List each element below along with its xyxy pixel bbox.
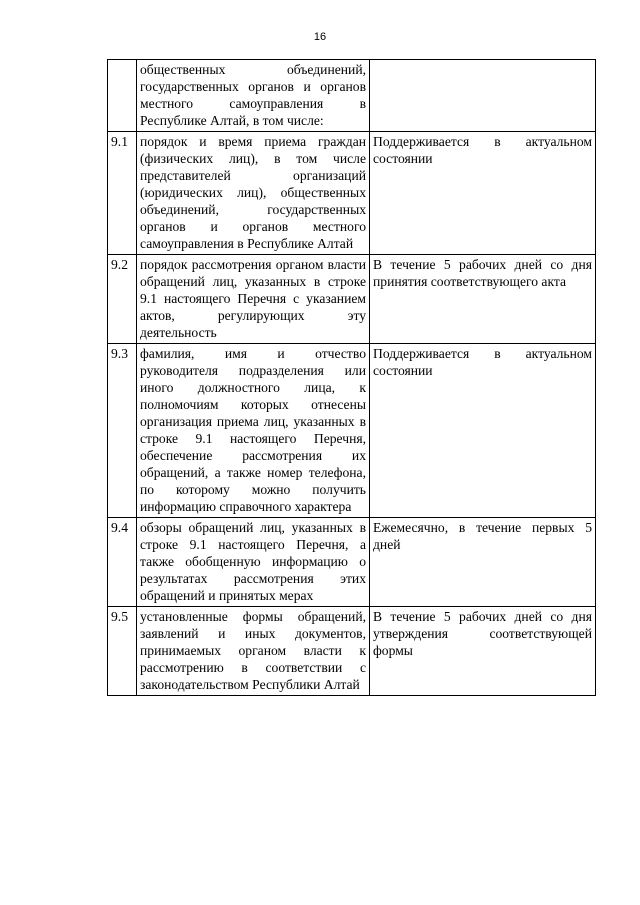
row-description: общественных объединений, государственных органов и органов местного самоуправления в Республике Алтай, в том числе:: [137, 60, 370, 132]
page-number: 16: [313, 31, 327, 43]
row-term: Ежемесячно, в течение первых 5 дней: [370, 518, 596, 607]
table-row: [108, 518, 596, 607]
row-number: 9.2: [108, 255, 137, 344]
row-term: Поддерживается в актуальном состоянии: [370, 344, 596, 518]
row-term: Поддерживается в актуальном состоянии: [370, 132, 596, 255]
row-term: [370, 60, 596, 132]
table-row: [108, 607, 596, 696]
table-row: [108, 255, 596, 344]
row-description: порядок рассмотрения органом власти обращений лиц, указанных в строке 9.1 настоящего Перечня с указанием актов, регулирующих эту деятельность: [137, 255, 370, 344]
table-row: [108, 132, 596, 255]
row-description: фамилия, имя и отчество руководителя подразделения или иного должностного лица, к полномочиям которых отнесены организация приема лиц, указанных в строке 9.1 настоящего Перечня, обеспечение рассмотрения их обращений, а также номер телефона, по которому можно получить информацию справочного характера: [137, 344, 370, 518]
row-description: обзоры обращений лиц, указанных в строке 9.1 настоящего Перечня, а также обобщенную информацию о результатах рассмотрения этих обращений и принятых мерах: [137, 518, 370, 607]
information-list-table: [107, 59, 596, 696]
row-number: 9.3: [108, 344, 137, 518]
row-number: 9.4: [108, 518, 137, 607]
table-row: [108, 344, 596, 518]
row-number: 9.5: [108, 607, 137, 696]
row-description: установленные формы обращений, заявлений и иных документов, принимаемых органом власти к рассмотрению в соответствии с законодательством Республики Алтай: [137, 607, 370, 696]
row-term: В течение 5 рабочих дней со дня утверждения соответствующей формы: [370, 607, 596, 696]
row-description: порядок и время приема граждан (физических лиц), в том числе представителей организаций (юридических лиц), общественных объединений, государственных органов и органов местного самоуправления в Республике Алтай: [137, 132, 370, 255]
row-number: 9.1: [108, 132, 137, 255]
row-term: В течение 5 рабочих дней со дня принятия соответствующего акта: [370, 255, 596, 344]
row-number: [108, 60, 137, 132]
table-row: [108, 60, 596, 132]
